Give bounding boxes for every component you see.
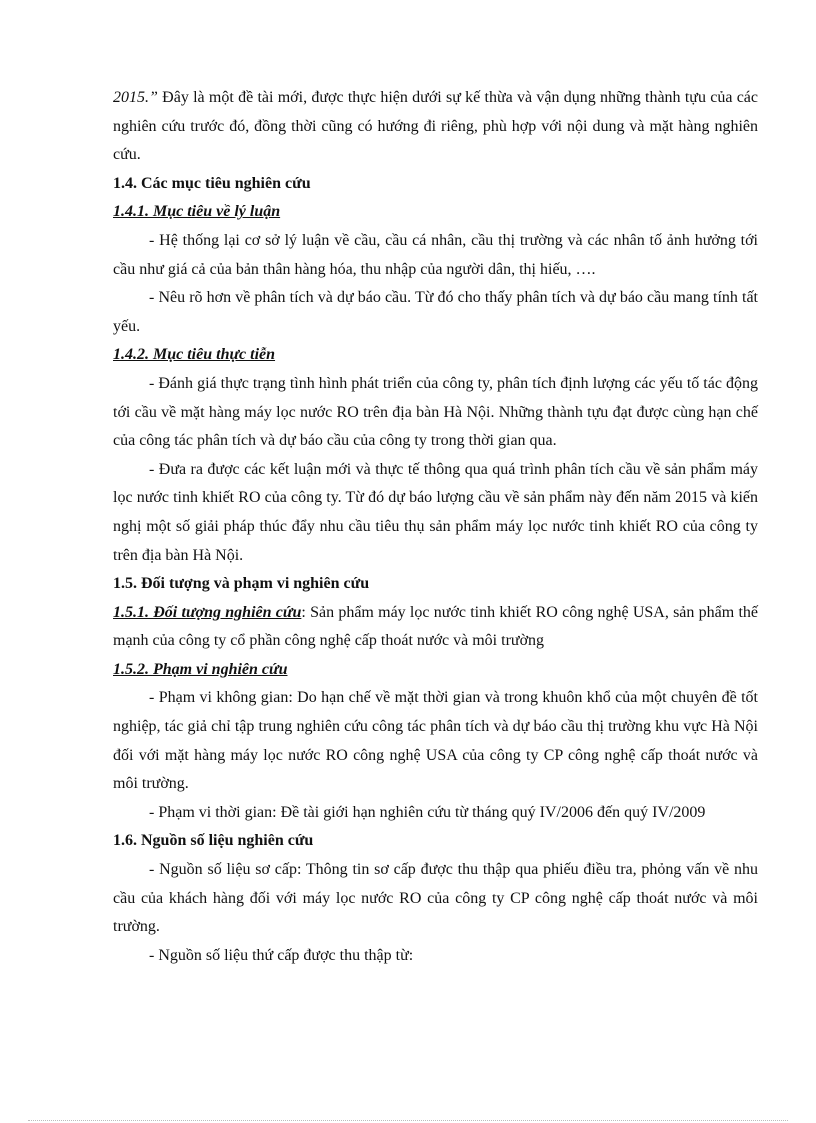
paragraph-1-4-1-a: - Hệ thống lại cơ sở lý luận về cầu, cầu cá nhân, cầu thị trường và các nhân tố ảnh hưởng tới cầu như giá cả của bản thân hàng hóa, thu nhập của người dân, thị hiếu, …. — [113, 231, 758, 278]
paragraph-1-6-b: - Nguồn số liệu thứ cấp được thu thập từ: — [149, 946, 414, 964]
subsection-lead-1-5-1: 1.5.1. Đối tượng nghiên cứu — [113, 603, 302, 621]
intro-paragraph — [113, 84, 758, 170]
subsection-heading-1-4-2: 1.4.2. Mục tiêu thực tiễn — [113, 346, 276, 364]
paragraph-1-5-1 — [113, 599, 758, 656]
page-bottom-divider — [28, 1120, 788, 1121]
intro-year-quote: 2015.” — [113, 89, 158, 106]
subsection-heading-1-4-1: 1.4.1. Mục tiêu về lý luận — [113, 203, 281, 221]
paragraph-1-5-1-text: : Sản phẩm máy lọc nước tinh khiết RO công nghệ USA, sản phẩm thế mạnh của công ty cổ phần công nghệ cấp thoát nước và môi trường — [113, 603, 759, 650]
paragraph-1-5-2-a: - Phạm vi không gian: Do hạn chế về mặt thời gian và trong khuôn khổ của một chuyên đề tốt nghiệp, tác giả chỉ tập trung nghiên cứu công tác phân tích và dự báo cầu thị trường khu vực Hà Nội đối với mặt hàng máy lọc nước RO công nghệ USA của công ty CP công nghệ cấp thoát nước và môi trường. — [113, 689, 758, 793]
paragraph-1-6-a: - Nguồn số liệu sơ cấp: Thông tin sơ cấp được thu thập qua phiếu điều tra, phỏng vấn về nhu cầu của khách hàng đối với máy lọc nước RO của công ty CP công nghệ cấp thoát nước và môi trường. — [113, 861, 758, 936]
section-heading-1-6: 1.6. Nguồn số liệu nghiên cứu — [113, 832, 314, 850]
document-page — [113, 84, 758, 970]
paragraph-1-4-1-b: - Nêu rõ hơn về phân tích và dự báo cầu. Từ đó cho thấy phân tích và dự báo cầu mang tính tất yếu. — [113, 289, 758, 335]
section-heading-1-4: 1.4. Các mục tiêu nghiên cứu — [113, 174, 311, 192]
paragraph-1-4-2-a: - Đánh giá thực trạng tình hình phát triển của công ty, phân tích định lượng các yếu tố tác động tới cầu về mặt hàng máy lọc nước RO trên địa bàn Hà Nội. Những thành tựu đạt được cùng hạn chế của công tác phân tích và dự báo cầu của công ty trong thời gian qua. — [113, 374, 758, 450]
paragraph-1-4-2-b: - Đưa ra được các kết luận mới và thực tế thông qua quá trình phân tích cầu về sản phẩm máy lọc nước tinh khiết RO của công ty. Từ đó dự báo lượng cầu về sản phẩm này đến năm 2015 và kiến nghị một số giải pháp thúc đẩy nhu cầu tiêu thụ sản phẩm máy lọc nước tinh khiết RO của công ty trên địa bàn Hà Nội. — [113, 460, 758, 564]
intro-text: Đây là một đề tài mới, được thực hiện dưới sự kế thừa và vận dụng những thành tựu của các nghiên cứu trước đó, đồng thời cũng có hướng đi riêng, phù hợp với nội dung và mặt hàng nghiên cứu. — [113, 89, 758, 164]
subsection-heading-1-5-2: 1.5.2. Phạm vi nghiên cứu — [113, 660, 288, 678]
section-heading-1-5: 1.5. Đối tượng và phạm vi nghiên cứu — [113, 575, 370, 593]
paragraph-1-5-2-b: - Phạm vi thời gian: Đề tài giới hạn nghiên cứu từ tháng quý IV/2006 đến quý IV/2009 — [149, 803, 706, 821]
